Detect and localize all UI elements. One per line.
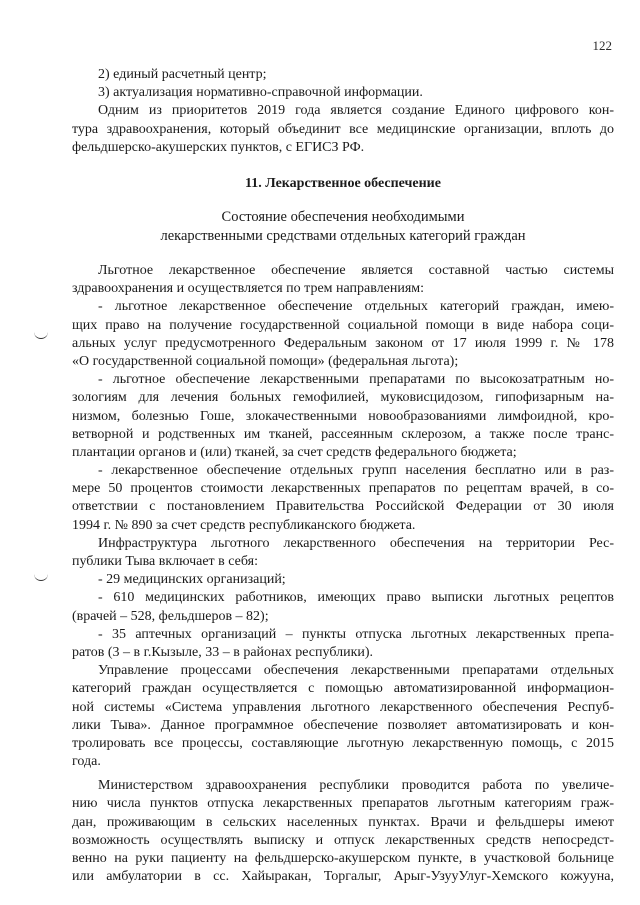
paragraph-line: (врачей – 528, фельдшеров – 82); — [72, 608, 269, 624]
subtitle-line: лекарственными средствами отдельных категорий граждан — [160, 227, 526, 244]
paragraph-line: года. — [72, 754, 101, 770]
paragraph-line: - льготное обеспечение лекарственными препаратами по высокозатратным но- — [98, 372, 614, 388]
paragraph-line: тура здравоохранения, который объединит все медицинские организации, вплоть до — [72, 121, 614, 137]
subtitle-line: Состояние обеспечения необходимыми — [221, 209, 465, 225]
paragraph-line: тролировать все процессы, составляющие льготную лекарственную помощь, с 2015 — [72, 735, 614, 751]
paragraph-line: низмом, болезнью Гоше, злокачественными новообразованиями лимфоидной, кро- — [72, 408, 614, 424]
subsection-title — [72, 208, 614, 245]
paragraph-line: ратов (3 – в г.Кызыле, 33 – в районах республики). — [72, 644, 374, 660]
list-item: - 29 медицинских организаций; — [98, 572, 286, 588]
paragraph-line: альных услуг предусмотренного Федеральным законом от 17 июля 1999 г. № 178 — [72, 335, 614, 351]
paragraph-line: возможность осуществлять выписку и отпуск лекарственных средств непосредст- — [72, 832, 614, 848]
list-item: - 35 аптечных организаций – пункты отпуска льготных лекарственных препа- — [98, 626, 614, 642]
list-item: 3) актуализация нормативно-справочной информации. — [98, 85, 423, 101]
paragraph-line: Льготное лекарственное обеспечение является составной частью системы — [98, 263, 614, 278]
paragraph-line: ветворной и родственных им тканей, рассеянным склерозом, а также после транс- — [72, 426, 614, 442]
paragraph-line: здравоохранения и осуществляется по трем направлениям: — [72, 281, 425, 297]
paragraph-line: Инфраструктура льготного лекарственного обеспечения на территории Рес- — [98, 535, 614, 551]
page-number: 122 — [592, 38, 612, 53]
paragraph-line: Министерством здравоохранения республики проводится работа по увеличе- — [98, 778, 614, 794]
paragraph-line: венно на руки пациенту на фельдшерско-акушерском пункте, в участковой больнице — [72, 851, 614, 866]
paragraph-line: или амбулатории в сс. Хайыракан, Торгалыг, Арыг-УзууУлуг-Хемского кожууна, — [72, 869, 614, 885]
paragraph-line: 1994 г. № 890 за счет средств республиканского бюджета. — [72, 517, 416, 533]
paragraph-line: категорий граждан осуществляется с помощью автоматизированной информацион- — [72, 681, 614, 697]
margin-check-mark — [34, 330, 48, 339]
paragraph-line: - лекарственное обеспечение отдельных групп населения бесплатно или в раз- — [98, 463, 614, 479]
section-title: 11. Лекарственное обеспечение — [245, 176, 441, 191]
paragraph-line: публики Тыва включает в себя: — [72, 554, 258, 569]
paragraph-line: дан, проживающим в сельских населенных пунктах. Врачи и фельдшеры имеют — [72, 814, 614, 830]
paragraph-line: фельдшерско-акушерских пунктов, с ЕГИСЗ РФ. — [72, 139, 365, 155]
paragraph-line: зологиям для лечения больных гемофилией, муковисцидозом, гипофизарным на- — [72, 390, 614, 406]
margin-check-mark — [34, 572, 48, 581]
list-item: 2) единый расчетный центр; — [98, 67, 267, 82]
body-text — [72, 262, 614, 886]
paragraph-line: Одним из приоритетов 2019 года является создание Единого цифрового кон- — [98, 103, 614, 119]
paragraph-line: Управление процессами обеспечения лекарственными препаратами отдельных — [98, 663, 614, 679]
paragraph-line: плантации органов и (или) тканей, за счет средств федерального бюджета; — [72, 444, 517, 460]
paragraph-line: мере 50 процентов стоимости лекарственных препаратов по рецептам врачей, в со- — [72, 481, 614, 497]
paragraph-line: ответствии с постановлением Правительства Российской Федерации от 30 июля — [72, 499, 614, 515]
paragraph-line: нию числа пунктов отпуска лекарственных препаратов льготным категориям граж- — [72, 796, 614, 812]
paragraph-line: «О государственной социальной помощи» (федеральная льгота); — [72, 353, 459, 369]
list-item: - 610 медицинских работников, имеющих право выписки льготных рецептов — [98, 590, 614, 606]
paragraph-line: лики Тыва». Данное программное обеспечение позволяет автоматизировать и кон- — [72, 717, 614, 733]
paragraph-line: щих право на получение государственной социальной помощи в виде набора соци- — [72, 317, 614, 333]
paragraph-line: - льготное лекарственное обеспечение отдельных категорий граждан, имею- — [98, 299, 614, 315]
intro-section — [72, 66, 614, 157]
paragraph-line: ной системы «Система управления льготного лекарственного обеспечения Респуб- — [72, 699, 614, 715]
